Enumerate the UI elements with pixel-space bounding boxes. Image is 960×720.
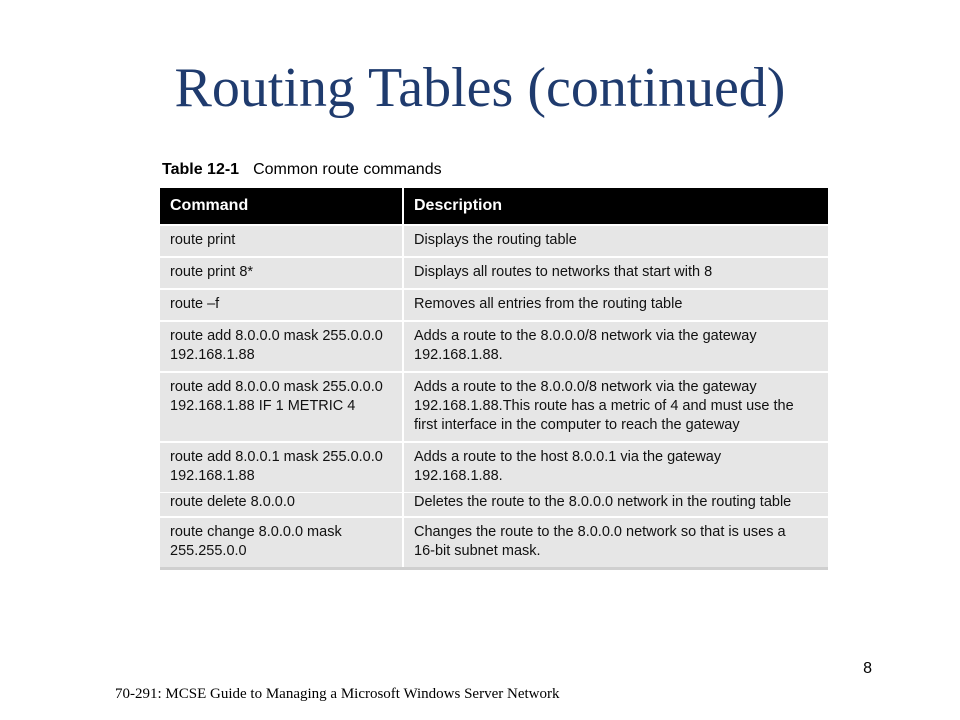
- command-text-line: 192.168.1.88 IF 1 METRIC 4: [170, 398, 356, 414]
- description-cell: [403, 372, 828, 442]
- command-cell: [160, 257, 403, 289]
- command-cell: [160, 493, 403, 518]
- description-text-line: 192.168.1.88.This route has a metric of 4 and must use the: [414, 398, 794, 414]
- column-header-command: Command: [160, 188, 403, 225]
- table-row: [160, 372, 828, 442]
- description-cell: [403, 289, 828, 321]
- table-row: [160, 257, 828, 289]
- command-text-line: route add 8.0.0.0 mask 255.0.0.0: [170, 379, 383, 395]
- command-text-line: route –f: [170, 296, 220, 312]
- description-text-line: Displays the routing table: [414, 232, 577, 248]
- route-commands-table-container: [160, 160, 828, 570]
- command-text-line: route change 8.0.0.0 mask: [170, 524, 342, 540]
- command-text-line: 255.255.0.0: [170, 543, 247, 559]
- command-text-line: route print: [170, 232, 236, 248]
- command-text-line: 192.168.1.88: [170, 347, 255, 363]
- command-cell: [160, 517, 403, 569]
- description-text-line: Changes the route to the 8.0.0.0 network so that is uses a: [414, 524, 786, 540]
- description-text-line: Adds a route to the 8.0.0.0/8 network via the gateway: [414, 328, 757, 344]
- command-cell: [160, 321, 403, 372]
- table-row: [160, 321, 828, 372]
- description-text-line: first interface in the computer to reach the gateway: [414, 417, 740, 433]
- table-row: [160, 442, 828, 493]
- table-row: [160, 289, 828, 321]
- description-cell: [403, 225, 828, 257]
- description-cell: [403, 517, 828, 569]
- description-cell: [403, 493, 828, 518]
- table-header-row: [160, 188, 828, 225]
- slide-title: Routing Tables (continued): [174, 57, 786, 119]
- command-text-line: 192.168.1.88: [170, 468, 255, 484]
- description-cell: [403, 442, 828, 493]
- table-caption: [162, 160, 828, 180]
- table-row: [160, 493, 828, 518]
- command-cell: [160, 442, 403, 493]
- command-text-line: route add 8.0.0.0 mask 255.0.0.0: [170, 328, 383, 344]
- command-cell: [160, 225, 403, 257]
- table-caption-number: Table 12-1: [162, 161, 240, 178]
- slide-footer: 70-291: MCSE Guide to Managing a Microsoft Windows Server Network: [115, 686, 560, 702]
- table-row: [160, 225, 828, 257]
- description-text-line: 16-bit subnet mask.: [414, 543, 541, 559]
- command-text-line: route add 8.0.0.1 mask 255.0.0.0: [170, 449, 383, 465]
- table-body: [160, 225, 828, 569]
- column-header-description: Description: [403, 188, 828, 225]
- description-cell: [403, 257, 828, 289]
- route-commands-table: [160, 188, 828, 570]
- description-text-line: Deletes the route to the 8.0.0.0 network in the routing table: [414, 494, 792, 510]
- description-text-line: Adds a route to the host 8.0.0.1 via the gateway: [414, 449, 722, 465]
- description-text-line: Removes all entries from the routing table: [414, 296, 683, 312]
- command-cell: [160, 372, 403, 442]
- description-text-line: 192.168.1.88.: [414, 347, 503, 363]
- command-text-line: route delete 8.0.0.0: [170, 494, 295, 510]
- description-text-line: Displays all routes to networks that start with 8: [414, 264, 713, 280]
- command-cell: [160, 289, 403, 321]
- slide-number: 8: [863, 660, 872, 677]
- table-caption-text: Common route commands: [253, 161, 442, 178]
- table-row: [160, 517, 828, 569]
- description-cell: [403, 321, 828, 372]
- description-text-line: 192.168.1.88.: [414, 468, 503, 484]
- command-text-line: route print 8*: [170, 264, 254, 280]
- description-text-line: Adds a route to the 8.0.0.0/8 network via the gateway: [414, 379, 757, 395]
